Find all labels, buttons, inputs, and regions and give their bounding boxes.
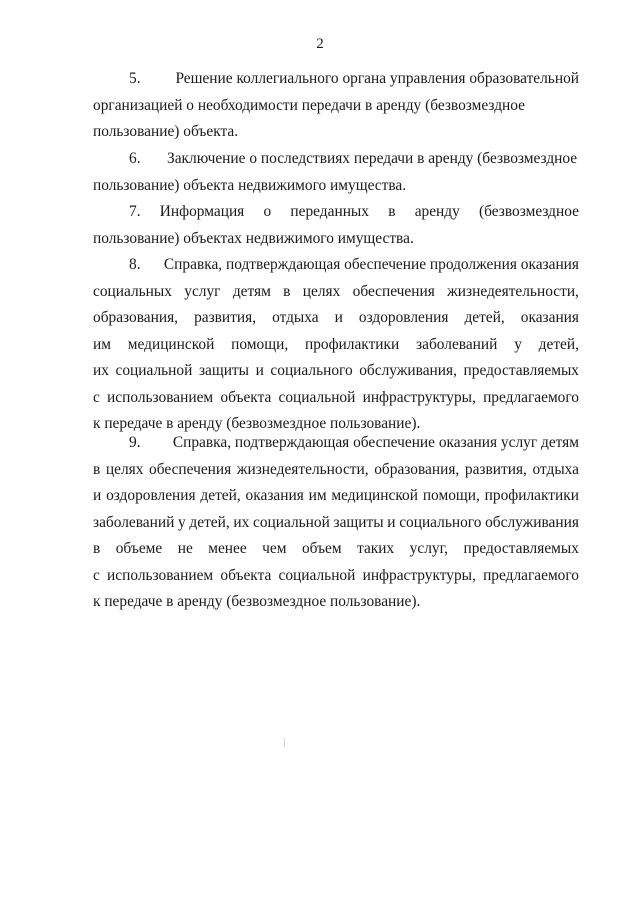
page-number: 2 xyxy=(316,36,324,52)
list-item-8 xyxy=(93,252,579,438)
item-text-line: Справка, подтверждающая обеспечение продолжения оказания xyxy=(163,256,579,273)
item-text-line: с использованием объекта социальной инфраструктуры, предлагаемого xyxy=(93,566,579,584)
item-number: 7. xyxy=(129,203,141,220)
item-number: 9. xyxy=(129,434,141,451)
item-text-line: в объеме не менее чем объем таких услуг, предоставляемых xyxy=(93,540,579,557)
item-text-line: им медицинской помощи, профилактики заболеваний у детей, xyxy=(93,335,579,353)
list-item-7 xyxy=(93,199,579,252)
list-item-5 xyxy=(93,66,579,146)
item-text-line: пользование) объекта. xyxy=(93,123,239,140)
item-text-line: Заключение о последствиях передачи в аренду (безвозмездное xyxy=(167,150,578,167)
item-first-line xyxy=(93,252,579,279)
item-number: 8. xyxy=(129,256,141,273)
item-text-line: заболеваний у детей, их социальной защиты и социального обслуживания xyxy=(93,513,579,531)
item-number: 6. xyxy=(129,150,141,167)
item-number: 5. xyxy=(129,70,141,87)
item-text-line: образования, развития, отдыха и оздоровления детей, оказания xyxy=(93,309,579,326)
item-first-line: 7. Информация о переданных в аренду (безвозмездное xyxy=(93,199,579,226)
item-text-line: социальных услуг детям в целях обеспечения жизнедеятельности, xyxy=(93,282,579,300)
item-text-line: к передаче в аренду (безвозмездное пользование). xyxy=(93,415,421,432)
item-text-line: пользование) объекта недвижимого имущества. xyxy=(93,176,407,194)
pen-mark: / xyxy=(280,734,289,750)
item-text-line: организацией о необходимости передачи в аренду (безвозмездное xyxy=(93,96,525,114)
item-first-line xyxy=(93,430,579,457)
list-item-6 xyxy=(93,146,579,199)
item-text-line: с использованием объекта социальной инфраструктуры, предлагаемого xyxy=(93,388,579,406)
item-text-line: в целях обеспечения жизнедеятельности, образования, развития, отдыха xyxy=(93,460,579,478)
list-item-9 xyxy=(93,430,579,616)
item-text-line: к передаче в аренду (безвозмездное пользование). xyxy=(93,593,421,610)
item-text-line: их социальной защиты и социального обслуживания, предоставляемых xyxy=(93,362,579,379)
item-text-line: Решение коллегиального органа управления образовательной xyxy=(175,70,579,87)
item-first-line xyxy=(93,146,579,173)
item-text-line: и оздоровления детей, оказания им медицинской помощи, профилактики xyxy=(93,487,579,504)
item-text-line: Справка, подтверждающая обеспечение оказания услуг детям xyxy=(172,434,579,451)
item-first-line xyxy=(93,66,579,93)
item-text-line: пользование) объектах недвижимого имущества. xyxy=(93,229,414,247)
